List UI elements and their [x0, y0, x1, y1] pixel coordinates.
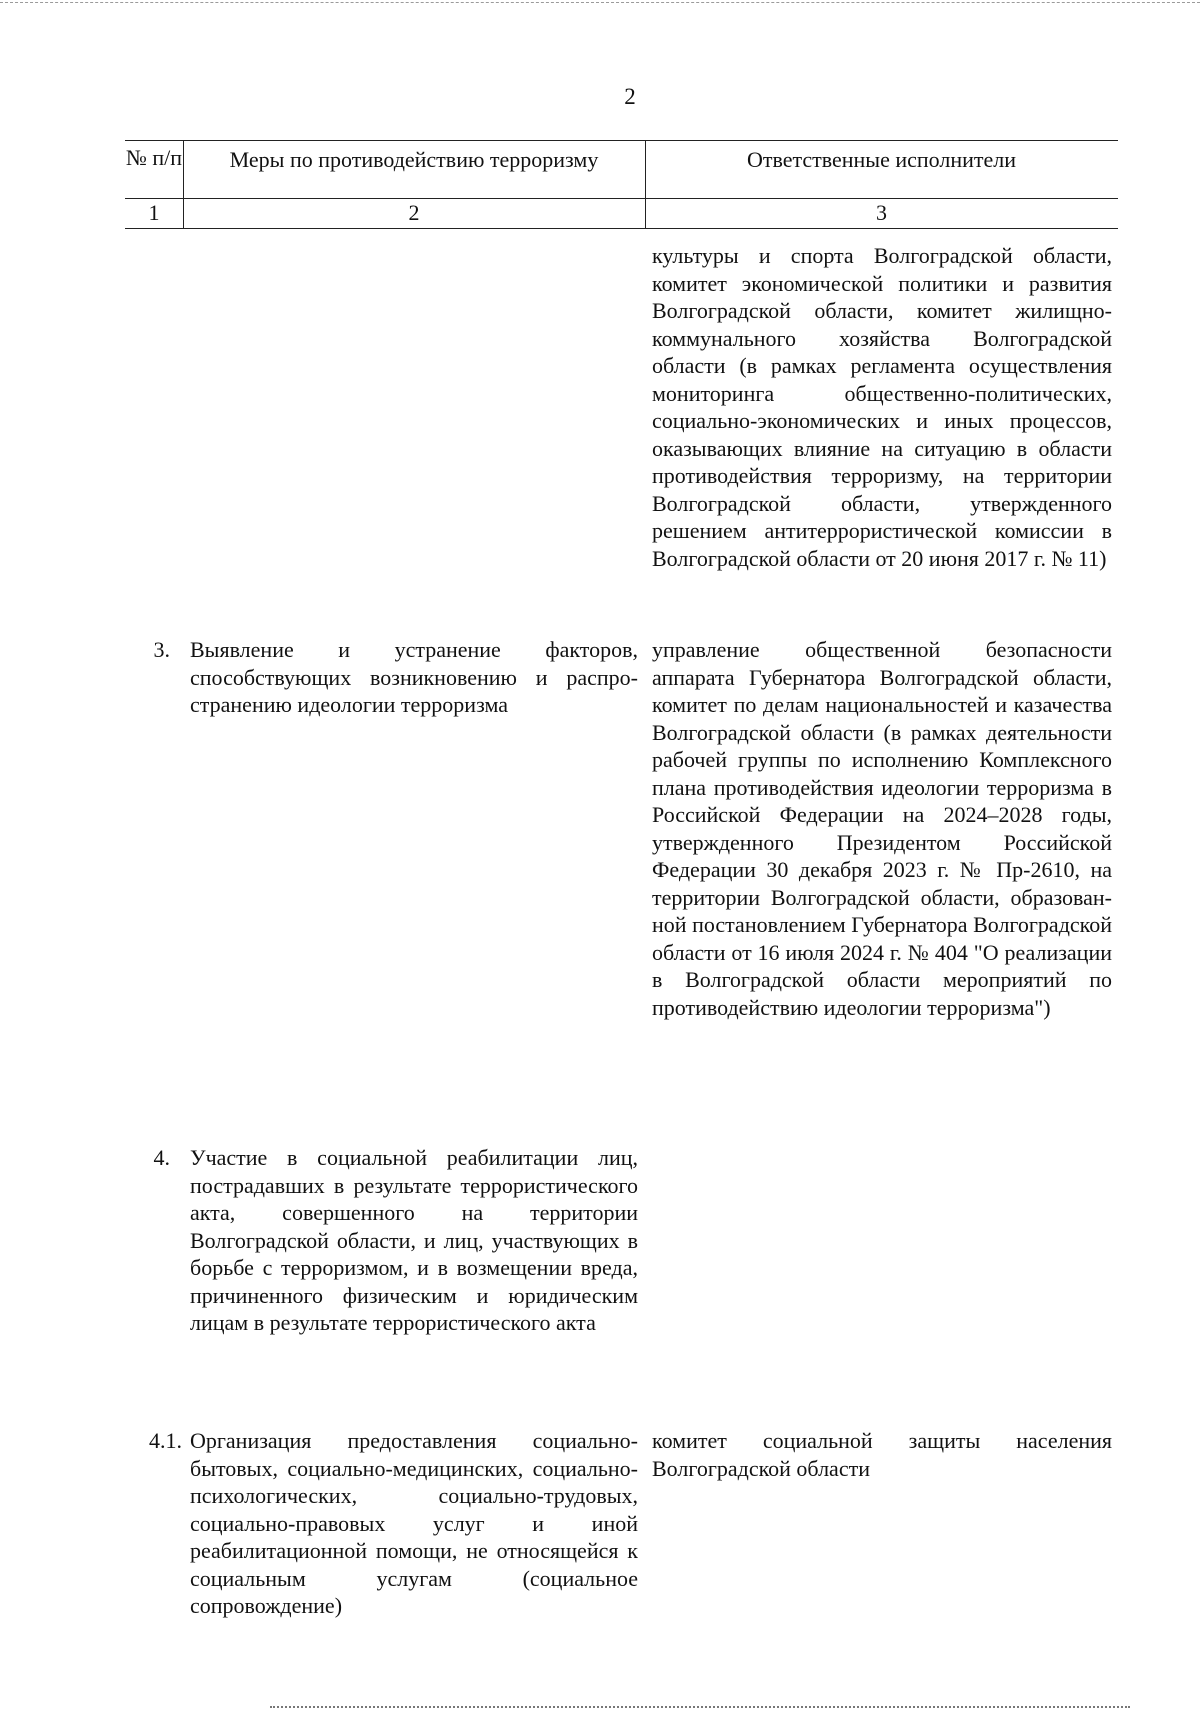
header-top-rule: [125, 140, 1118, 141]
row-3-measure: Выявление и устранение факторов, способствующих возникновению и распространению идеологии терроризма: [190, 637, 638, 717]
header-measures-column: Меры по противодействию терроризму: [229, 147, 599, 172]
header-bottom-rule: [125, 228, 1118, 229]
row-4-measure: Участие в социальной реабилитации лиц, пострадавших в результате террористического акта, совершенного на территории Волгоградской области, и лиц, участвующих в борьбе с терроризмом, и в возмещении вреда, причиненного физическим и юридическим лицам в результате террористического акта: [190, 1145, 638, 1335]
header-executors-column: Ответственные исполнители: [746, 147, 1017, 172]
row-3-executors: управление общественной безопасности аппарата Губернатора Волгоградской области, комитет по делам национальностей и казачества Волгоградской области (в рамках деятельности рабочей группы по исполнению Комплексного плана противодействия идеологии терроризма в Российской Федерации на 2024–2028 годы, утвержденного Президентом Российской Федерации 30 декабря 2023 г. № Пр-2610, на территории Волгоградской области, образованной постановлением Губернатора Волгоградской области от 16 июля 2024 г. № 404 "О реализации в Волгоградской области мероприятий по противодействию идеологии терроризма"): [652, 637, 1112, 1020]
row-continuation-executors: культуры и спорта Волгоградской области, комитет экономической политики и развития Волгоградской области, комитет жилищно-коммунального хозяйства Волгоградской области (в рамках регламента осуществления мониторинга общественно-политических, социально-экономических и иных процессов, оказывающих влияние на ситуацию в области противодействия терроризму, на территории Волгоградской области, утвержденного решением антитеррористической комиссии в Волгоградской области от 20 июня 2017 г. № 11): [652, 243, 1112, 571]
scan-edge-top: [0, 2, 1200, 4]
page-number: 2: [624, 84, 636, 109]
scan-edge-bottom: [270, 1706, 1130, 1709]
row-4-1-number: 4.1.: [149, 1428, 182, 1453]
row-4-1-measure: Организация предоставления социально-бытовых, социально-медицинских, социально-психологических, социально-трудовых, социально-правовых услуг и иной реабилитационной помощи, не относящейся к социальным услугам (социальное сопровождение): [190, 1428, 638, 1618]
row-4-1-executors: комитет социальной защиты населения Волгоградской области: [652, 1428, 1112, 1481]
row-3-number: 3.: [153, 637, 170, 662]
header-index-3: 3: [876, 200, 887, 225]
header-index-2: 2: [408, 200, 420, 225]
header-number-column: № п/п: [125, 145, 183, 170]
row-4-number: 4.: [153, 1145, 170, 1170]
header-index-1: 1: [148, 200, 160, 225]
table-header: [125, 140, 1118, 228]
